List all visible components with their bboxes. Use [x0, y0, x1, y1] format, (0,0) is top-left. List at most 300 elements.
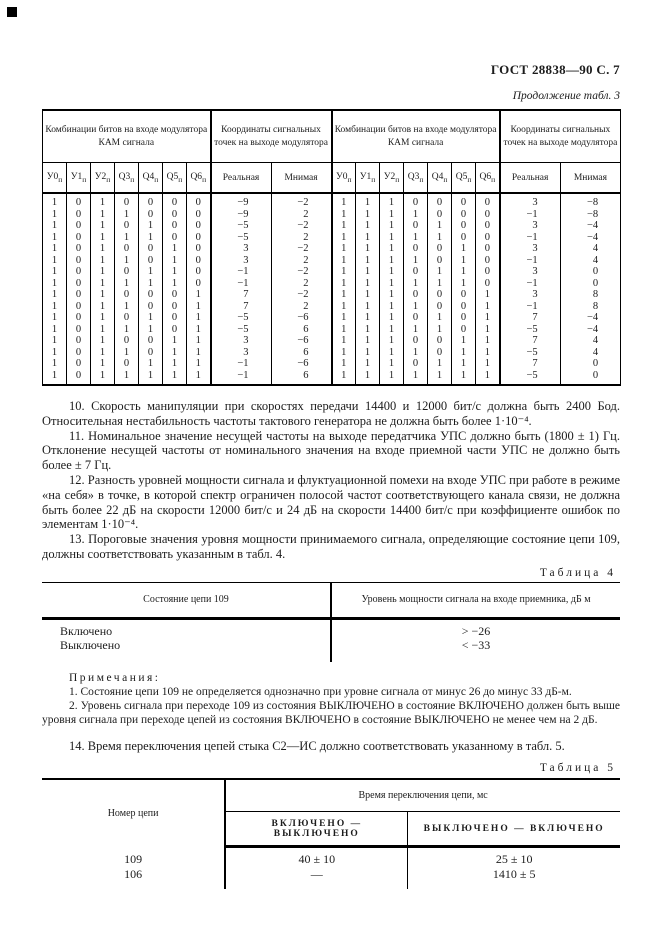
table-cell: 1 [43, 209, 67, 221]
table-cell: 0 [476, 232, 500, 244]
table-cell: 1 [163, 278, 187, 290]
table-cell: 1 [115, 301, 139, 313]
table-cell: 0 [404, 358, 428, 370]
table-cell: −4 [560, 220, 621, 232]
table-cell: 0 [428, 335, 452, 347]
table-row [42, 638, 620, 662]
table-cell: 0 [115, 193, 139, 209]
table-cell: 1 [115, 209, 139, 221]
table-cell: 0 [187, 220, 211, 232]
table-cell: 0 [67, 278, 91, 290]
table-cell: 1 [91, 347, 115, 359]
table-cell: 1 [332, 193, 356, 209]
table-cell: 1 [91, 289, 115, 301]
table-row [43, 347, 621, 359]
table-cell: 1 [380, 370, 404, 386]
table-cell: > −26 [461, 623, 491, 638]
table-cell: 2 [271, 278, 332, 290]
table-cell: 0 [560, 266, 621, 278]
table-cell: 1 [452, 266, 476, 278]
table-cell: 1 [356, 232, 380, 244]
table-cell: 40 ± 10 [225, 847, 408, 867]
table-cell: 1 [187, 335, 211, 347]
table-cell: −2 [271, 243, 332, 255]
table-cell: Включено [42, 618, 331, 638]
table-cell: 1 [187, 370, 211, 386]
table-cell: 1 [43, 266, 67, 278]
col-header-u1: $У1_п$ [356, 163, 380, 194]
table-cell: −2 [271, 289, 332, 301]
table-cell: −5 [211, 312, 272, 324]
table-cell: 0 [452, 324, 476, 336]
table-cell: 0 [67, 370, 91, 386]
col-header-u1: $У1_п$ [67, 163, 91, 194]
table-cell: 1 [332, 255, 356, 267]
table-cell: 1 [404, 255, 428, 267]
col-header-q6: $Q6_п$ [476, 163, 500, 194]
table-cell: 1 [43, 324, 67, 336]
table-cell: 0 [163, 301, 187, 313]
table-cell: 0 [67, 266, 91, 278]
table-cell: 1 [380, 243, 404, 255]
table-cell: 1 [476, 324, 500, 336]
table-row [43, 301, 621, 313]
table-cell: 1 [43, 312, 67, 324]
table-cell: 1 [452, 335, 476, 347]
table-cell: 1 [356, 347, 380, 359]
table-cell: 1 [332, 312, 356, 324]
table-cell: 1 [187, 347, 211, 359]
table-row [43, 220, 621, 232]
table-row [43, 193, 621, 209]
table-cell: 1 [428, 266, 452, 278]
table-cell: 0 [163, 220, 187, 232]
table-row [43, 266, 621, 278]
table-cell: 1 [380, 324, 404, 336]
table-cell: 8 [560, 301, 621, 313]
table-cell: 0 [139, 347, 163, 359]
table-cell: 1 [187, 301, 211, 313]
table-cell: 1 [380, 312, 404, 324]
scan-corner-mark [7, 7, 17, 17]
table-cell: 0 [560, 370, 621, 386]
table-cell: 1 [43, 232, 67, 244]
table-cell: 3 [500, 220, 561, 232]
table-cell: −2 [271, 193, 332, 209]
table-cell: 0 [187, 193, 211, 209]
table-cell: 0 [67, 347, 91, 359]
table-cell: 7 [211, 301, 272, 313]
table-cell: −1 [211, 278, 272, 290]
col-header-imag-left: Мнимая [271, 163, 332, 194]
table-cell: −6 [271, 335, 332, 347]
table-cell: 1 [139, 278, 163, 290]
table-cell: −4 [560, 324, 621, 336]
table-cell: 1 [356, 193, 380, 209]
table-cell: 0 [67, 358, 91, 370]
table-row [43, 324, 621, 336]
table-cell: −1 [500, 278, 561, 290]
table-cell: 1 [43, 255, 67, 267]
table4-state-header: Состояние цепи 109 [42, 582, 331, 618]
table-cell: 1 [380, 289, 404, 301]
table-cell: 7 [211, 289, 272, 301]
table-cell: 0 [187, 232, 211, 244]
table-cell: 7 [500, 358, 561, 370]
table-cell: 0 [139, 243, 163, 255]
table-cell: 0 [560, 358, 621, 370]
table-cell: 1 [43, 289, 67, 301]
table-cell: 3 [211, 347, 272, 359]
table-cell: 4 [560, 347, 621, 359]
table-cell: 0 [476, 243, 500, 255]
table-cell: 1 [356, 289, 380, 301]
col-header-real-right: Реальная [500, 163, 561, 194]
table-cell: 1 [163, 358, 187, 370]
table-cell: 1 [404, 324, 428, 336]
table3-bits-group-header-right: Комбинации битов на входе модулятора КАМ сигнала [332, 110, 500, 163]
notes-block [42, 671, 620, 728]
table-cell: 0 [115, 220, 139, 232]
table-cell: −5 [500, 324, 561, 336]
table-cell: 1 [380, 347, 404, 359]
table-cell: 1 [187, 289, 211, 301]
table-cell: 1 [356, 278, 380, 290]
table-cell: 0 [187, 266, 211, 278]
paragraph-13: 13. Пороговые значения уровня мощности принимаемого сигнала, определяющие состояние цепи 109, должны соответствовать указанным в табл. 4. [42, 532, 620, 561]
table-cell: 0 [67, 255, 91, 267]
table-cell: −9 [211, 193, 272, 209]
table-cell: 1 [380, 232, 404, 244]
table4-level-header: Уровень мощности сигнала на входе приемника, дБ м [331, 582, 620, 618]
table-cell: 1 [43, 347, 67, 359]
table-row [42, 618, 620, 638]
table-row [43, 278, 621, 290]
table-cell: 1 [476, 289, 500, 301]
table-cell: 0 [163, 232, 187, 244]
table-cell: 1 [43, 335, 67, 347]
col-header-q4: $Q4_п$ [139, 163, 163, 194]
table-cell: 1 [139, 370, 163, 386]
table-cell: 1 [404, 232, 428, 244]
table-cell: 3 [500, 266, 561, 278]
table-cell: 1 [139, 266, 163, 278]
table-cell: 1 [163, 243, 187, 255]
table-cell: 2 [271, 255, 332, 267]
table-cell: 0 [163, 324, 187, 336]
note-2: 2. Уровень сигнала при переходе 109 из состояния ВЫКЛЮЧЕНО в состояние ВКЛЮЧЕНО должен быть выше уровня сигнала при переходе цепей из состояния ВКЛЮЧЕНО в состояние ВЫКЛЮЧЕНО не менее чем на 2 дБ. [42, 700, 620, 727]
table-cell: 1 [139, 312, 163, 324]
table-cell: 1 [115, 370, 139, 386]
table-cell: 1 [139, 324, 163, 336]
table-cell: 1 [91, 335, 115, 347]
table-cell: 1 [91, 370, 115, 386]
table-cell: 0 [452, 220, 476, 232]
table-cell: 0 [115, 289, 139, 301]
table-cell: Выключено [42, 638, 331, 662]
table-cell: 1 [428, 232, 452, 244]
paragraph-11: 11. Номинальное значение несущей частоты на выходе передатчика УПС должно быть (1800 ± 1) Гц. Отклонение несущей частоты от номинального значения на входе приемной части УПС не должно быть более ± 7 Гц. [42, 428, 620, 473]
table-cell: 1 [356, 312, 380, 324]
table-cell: 0 [139, 209, 163, 221]
table-cell: 0 [476, 278, 500, 290]
table-cell: 1 [43, 220, 67, 232]
table-cell: −5 [211, 232, 272, 244]
table-cell: 0 [163, 193, 187, 209]
table-cell: 1 [91, 255, 115, 267]
table4-body [42, 618, 620, 662]
table-row [43, 358, 621, 370]
table4-circuit109-thresholds [42, 582, 620, 662]
table-cell: 1 [452, 370, 476, 386]
table-cell: 1 [91, 243, 115, 255]
table-cell: 1 [115, 255, 139, 267]
table3-group-header-row [43, 110, 621, 163]
page-title: ГОСТ 28838—90 С. 7 [490, 62, 620, 77]
table-cell: 0 [115, 312, 139, 324]
table-cell: 0 [428, 255, 452, 267]
col-header-q4: $Q4_п$ [428, 163, 452, 194]
table-cell: −2 [271, 220, 332, 232]
table-cell: 0 [67, 301, 91, 313]
note-1: 1. Состояние цепи 109 не определяется однозначно при уровне сигнала от минус 26 до минус 33 дБ-м. [69, 685, 572, 698]
table-cell: 1 [115, 324, 139, 336]
table-cell: 0 [115, 243, 139, 255]
table3-bits-group-header-left: Комбинации битов на входе модулятора КАМ сигнала [43, 110, 211, 163]
table-cell: 1 [428, 370, 452, 386]
table-cell: 1 [43, 243, 67, 255]
table-cell: 0 [67, 243, 91, 255]
table-cell: 3 [500, 289, 561, 301]
table-cell: −1 [500, 209, 561, 221]
table-cell: 0 [476, 220, 500, 232]
table-cell: 1 [380, 209, 404, 221]
table-cell: 0 [187, 255, 211, 267]
table-cell: −5 [211, 220, 272, 232]
table-cell: 1 [187, 324, 211, 336]
table-cell: 1 [332, 347, 356, 359]
table-cell: −4 [560, 232, 621, 244]
table-cell: — [225, 867, 408, 890]
table-cell: 1 [452, 347, 476, 359]
table-row [43, 370, 621, 386]
table-cell: 1 [404, 370, 428, 386]
table-cell: 1 [428, 278, 452, 290]
table-cell: 1 [91, 209, 115, 221]
table-cell: −1 [211, 266, 272, 278]
table-cell: 1 [452, 358, 476, 370]
table-cell: −1 [500, 301, 561, 313]
table-cell: 0 [452, 289, 476, 301]
table-cell: 1 [91, 193, 115, 209]
table-cell: −2 [271, 266, 332, 278]
table-cell: 1 [356, 220, 380, 232]
table-cell: 1 [476, 347, 500, 359]
table-cell: 0 [452, 312, 476, 324]
table-cell: 0 [476, 255, 500, 267]
table-cell: 0 [428, 193, 452, 209]
col-header-real-left: Реальная [211, 163, 272, 194]
table-cell: 1 [476, 335, 500, 347]
table-cell: 1 [91, 324, 115, 336]
table-cell: 3 [211, 243, 272, 255]
table-row [43, 232, 621, 244]
table-cell: 1 [356, 335, 380, 347]
table-cell: 0 [163, 209, 187, 221]
table-cell: 0 [452, 232, 476, 244]
table-cell: −4 [560, 312, 621, 324]
table-cell: 109 [42, 847, 225, 867]
col-header-q5: $Q5_п$ [163, 163, 187, 194]
col-header-u0: $У0_п$ [332, 163, 356, 194]
table-cell: 1 [332, 209, 356, 221]
table-row [43, 312, 621, 324]
table-cell: 1 [139, 220, 163, 232]
table-cell: 1 [43, 370, 67, 386]
table-cell: 1 [452, 243, 476, 255]
table-cell: 8 [560, 289, 621, 301]
table-cell: 1 [356, 266, 380, 278]
table-cell: 0 [139, 255, 163, 267]
page-content [42, 0, 620, 889]
table-cell: 3 [500, 243, 561, 255]
table-cell: −5 [211, 324, 272, 336]
table-cell: 1 [43, 193, 67, 209]
table-cell: 1 [332, 335, 356, 347]
col-header-q5: $Q5_п$ [452, 163, 476, 194]
table-cell: 1 [356, 255, 380, 267]
table-cell: −1 [211, 370, 272, 386]
table-cell: 0 [560, 278, 621, 290]
table-cell: 0 [67, 324, 91, 336]
table-cell: 1 [43, 301, 67, 313]
notes-title: Примечания: [69, 671, 161, 684]
table-cell: 1 [452, 255, 476, 267]
table-cell: 0 [452, 209, 476, 221]
table-cell: 1 [332, 358, 356, 370]
table-cell: 1 [163, 347, 187, 359]
table-cell: 0 [428, 209, 452, 221]
table-cell: 0 [67, 220, 91, 232]
table-cell: 0 [67, 232, 91, 244]
table-cell: 1 [476, 301, 500, 313]
table-cell: −8 [560, 209, 621, 221]
table3-kam-signal-points [42, 109, 621, 386]
table5-time-group-header: Время переключения цепи, мс [225, 779, 620, 812]
col-header-imag-right: Мнимая [560, 163, 621, 194]
table-cell: 6 [271, 370, 332, 386]
table-cell: 1 [404, 278, 428, 290]
table-cell: 0 [404, 289, 428, 301]
table-cell: 2 [271, 232, 332, 244]
table-cell: 0 [187, 209, 211, 221]
table-cell: 0 [115, 266, 139, 278]
table-cell: 3 [211, 335, 272, 347]
table-cell: 1 [115, 278, 139, 290]
table-cell: 106 [42, 867, 225, 890]
table-row [43, 243, 621, 255]
table3-continuation-caption: Продолжение табл. 3 [512, 90, 620, 102]
table-cell: 1 [332, 232, 356, 244]
table-cell: 1 [428, 358, 452, 370]
table-cell: 0 [67, 335, 91, 347]
col-header-u2: $У2_п$ [380, 163, 404, 194]
table-cell: 3 [211, 255, 272, 267]
table-cell: 4 [560, 255, 621, 267]
table-cell: 1 [163, 266, 187, 278]
table-cell: 0 [452, 301, 476, 313]
paragraph-12: 12. Разность уровней мощности сигнала и флуктуационной помехи на входе УПС при работе в режиме «на себя» в точке, в которой спектр ограничен полосой частот соответствующего канала связи, не должна быть более 22 дБ на скорости 12000 бит/с и 24 дБ на скорости 14400 бит/с при коэффициенте ошибок по элементам 1·10⁻⁴. [42, 472, 620, 532]
table-cell: 1 [187, 312, 211, 324]
table-cell: 1 [187, 358, 211, 370]
table-row [42, 867, 620, 890]
table-cell: 0 [404, 266, 428, 278]
table-cell: 1 [380, 358, 404, 370]
table-cell: 1 [356, 301, 380, 313]
table-row [43, 255, 621, 267]
col-header-q3: $Q3_п$ [404, 163, 428, 194]
table-cell: 1 [43, 278, 67, 290]
table-cell: 0 [139, 193, 163, 209]
table-cell: −9 [211, 209, 272, 221]
table-cell: 1 [115, 232, 139, 244]
table-cell: 1 [139, 358, 163, 370]
table3-body [43, 193, 621, 385]
table-cell: < −33 [461, 638, 491, 653]
table-cell: 25 ± 10 [495, 852, 533, 867]
table-cell: 1 [332, 278, 356, 290]
table3-coords-group-header-left: Координаты сигнальных точек на выходе модулятора [211, 110, 332, 163]
col-header-q6: $Q6_п$ [187, 163, 211, 194]
table5-circuit-number-header: Номер цепи [42, 779, 225, 847]
table-cell: 0 [428, 347, 452, 359]
table-cell: 1 [332, 220, 356, 232]
col-header-u0: $У0_п$ [43, 163, 67, 194]
table5-on-off-header: ВКЛЮЧЕНО — ВЫКЛЮЧЕНО [225, 812, 408, 847]
paragraph-10: 10. Скорость манипуляции при скоростях передачи 14400 и 12000 бит/с должна быть 2400 Бод. Относительная нестабильность частоты тактового генератора не должна быть более 1·10⁻⁴. [42, 399, 620, 428]
table3-coords-group-header-right: Координаты сигнальных точек на выходе модулятора [500, 110, 621, 163]
table-cell: 0 [476, 209, 500, 221]
table-cell: 0 [139, 335, 163, 347]
table-cell: 0 [187, 243, 211, 255]
table-cell: 1410 ± 5 [492, 866, 536, 881]
table-cell: 0 [404, 335, 428, 347]
table-cell: 2 [271, 301, 332, 313]
table-cell: 0 [428, 301, 452, 313]
table-cell: 1 [476, 358, 500, 370]
col-header-q3: $Q3_п$ [115, 163, 139, 194]
table-cell: 1 [332, 289, 356, 301]
table-cell: 1 [452, 278, 476, 290]
table-cell: 0 [67, 209, 91, 221]
col-header-u2: $У2_п$ [91, 163, 115, 194]
table-cell: −6 [271, 312, 332, 324]
table-cell: 1 [380, 335, 404, 347]
table-cell: 1 [91, 220, 115, 232]
table-cell: 0 [163, 289, 187, 301]
table4-header-row [42, 582, 620, 618]
table-cell: −1 [211, 358, 272, 370]
table-cell: 0 [115, 335, 139, 347]
table4-caption: Таблица 4 [539, 566, 616, 579]
table-cell: 1 [404, 209, 428, 221]
table5-off-on-header: ВЫКЛЮЧЕНО — ВКЛЮЧЕНО [408, 812, 620, 847]
table-cell: 1 [91, 232, 115, 244]
table-cell: 0 [476, 193, 500, 209]
table-cell: 0 [452, 193, 476, 209]
table-cell: 0 [187, 278, 211, 290]
table-cell: 1 [163, 370, 187, 386]
